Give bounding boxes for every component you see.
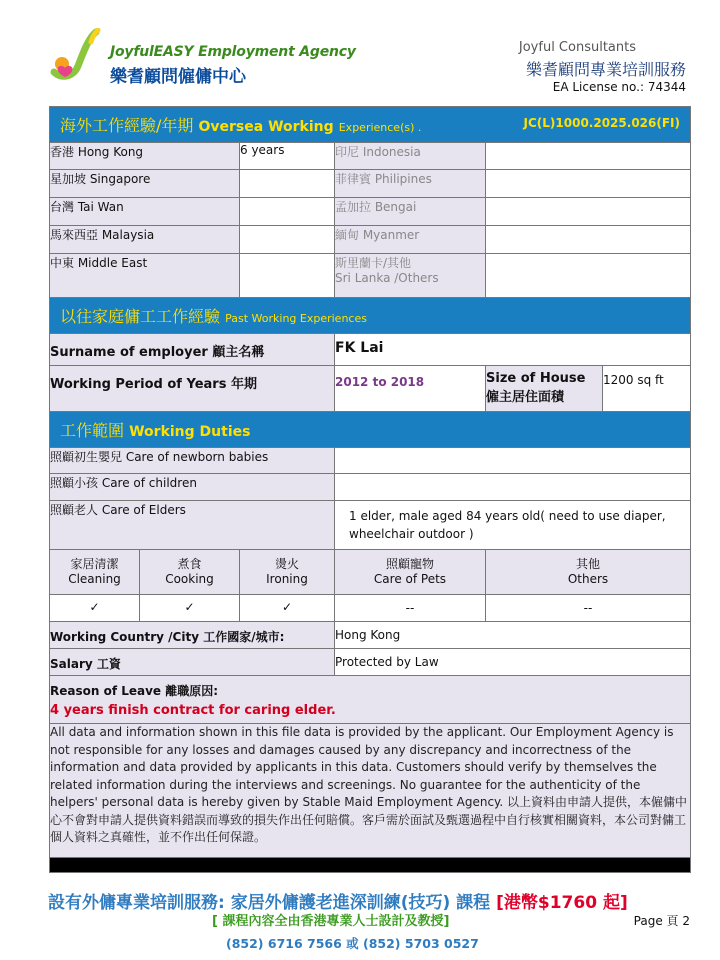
duties-section-header: [50, 412, 691, 448]
duty-cleaning-check-icon: ✓: [50, 595, 140, 622]
black-divider: [50, 858, 691, 873]
brand-name-zh: 樂耆顧問僱傭中心: [110, 67, 246, 87]
house-size-label-en: Size of House: [486, 371, 586, 386]
house-size-value: 1200 sq ft: [603, 366, 691, 412]
duty-elders-value: 1 elder, male aged 84 years old( need to use diaper, wheelchair outdoor ): [335, 501, 691, 550]
years-cell: [240, 170, 335, 198]
years-cell: [240, 254, 335, 298]
overseas-title-en: Oversea Working: [198, 119, 334, 135]
years-cell: [486, 170, 691, 198]
table-row: [50, 448, 691, 474]
country-cell: 孟加拉 Bengai: [335, 198, 486, 226]
table-row: [50, 474, 691, 501]
overseas-title-en-small: Experience(s) .: [338, 121, 422, 134]
consultants-name-en: Joyful Consultants: [518, 40, 636, 55]
reference-code: JC(L)1000.2025.026(FI): [523, 116, 680, 130]
period-value: 2012 to 2018: [335, 366, 486, 412]
disclaimer-text: All data and information shown in this file data is provided by the applicant. Our Employment Agency is not responsible for any losses and damages caused by any discrepancy and incorrectness of the information and data provided by applicants in this data. Customers should verify by themselves the related information during the interviews and screenings. No guarantee for the authenticity of the helpers' personal data is hereby given by Stable Maid Employment Agency. 以上資料由申請人提供，本僱傭中心不會對申請人提供資料錯誤而導致的損失作出任何賠償。客戶需於面試及甄選過程中自行核實相關資料，本公司對傭工個人資料之真確性，並不作出任何保證。: [50, 724, 691, 858]
bottom-bar: [50, 858, 691, 873]
table-row: [50, 334, 691, 366]
duty-newborn-value: [335, 448, 691, 474]
duty-ironing-header: [240, 550, 335, 595]
country-line2: Sri Lanka /Others: [335, 271, 439, 285]
contact-phones: (852) 6716 7566 或 (852) 5703 0527: [226, 936, 479, 951]
country-cell: 菲律賓 Philipines: [335, 170, 486, 198]
years-cell: [486, 254, 691, 298]
duty-ironing-check-icon: ✓: [240, 595, 335, 622]
past-title-en: Past Working Experiences: [225, 312, 367, 325]
table-row: [50, 143, 691, 170]
table-row: [50, 622, 691, 649]
duty-cooking-check-icon: ✓: [140, 595, 240, 622]
years-cell: [486, 226, 691, 254]
country-cell: 印尼 Indonesia: [335, 143, 486, 170]
page-number: Page 頁 2: [633, 914, 690, 928]
duty-pets-en: Care of Pets: [373, 572, 447, 586]
duty-newborn-label: 照顧初生嬰兒 Care of newborn babies: [50, 448, 335, 474]
duty-cooking-header: [140, 550, 240, 595]
duty-cooking-en: Cooking: [165, 572, 214, 586]
duty-ironing-zh: 燙火: [274, 557, 299, 571]
agency-logo-icon: [48, 28, 106, 84]
duty-pets-mark: --: [335, 595, 486, 622]
duty-cooking-zh: 煮食: [177, 557, 202, 571]
period-label: Working Period of Years 年期: [50, 366, 335, 412]
years-cell: [240, 226, 335, 254]
leave-reason-value: 4 years finish contract for caring elder.: [50, 703, 336, 718]
duty-ironing-en: Ironing: [266, 572, 308, 586]
table-row: [50, 198, 691, 226]
training-promo-text: 設有外傭專業培訓服務: 家居外傭護老進深訓練(技巧) 課程: [48, 893, 491, 913]
duty-cleaning-zh: 家居清潔: [70, 557, 119, 571]
table-row: [50, 676, 691, 724]
overseas-title-zh: 海外工作經驗/年期: [60, 116, 194, 135]
duty-others-zh: 其他: [575, 557, 600, 571]
table-row: [50, 170, 691, 198]
duty-marks-row: [50, 595, 691, 622]
house-size-label-zh: 僱主居住面積: [486, 390, 565, 405]
table-row: [50, 724, 691, 858]
working-country-label: Working Country /City 工作國家/城市:: [50, 622, 335, 649]
working-country-value: Hong Kong: [335, 622, 691, 649]
table-row: [50, 254, 691, 298]
surname-label: Surname of employer 顧主名稱: [50, 334, 335, 366]
country-cell: 馬來西亞 Malaysia: [50, 226, 240, 254]
brand-name-en: JoyfulEASY Employment Agency: [110, 44, 356, 60]
overseas-section-header: [50, 107, 691, 143]
training-promo-price: [港幣$1760 起]: [496, 893, 628, 913]
years-cell: [486, 198, 691, 226]
country-cell: 中東 Middle East: [50, 254, 240, 298]
years-cell: [240, 198, 335, 226]
duty-elders-label: 照顧老人 Care of Elders: [50, 501, 335, 550]
surname-value: FK Lai: [335, 334, 691, 366]
duty-others-header: [486, 550, 691, 595]
country-cell: 緬甸 Myanmer: [335, 226, 486, 254]
salary-label: Salary 工資: [50, 649, 335, 676]
leave-reason-cell: [50, 676, 691, 724]
consultants-name-zh: 樂耆顧問專業培訓服務: [525, 60, 686, 79]
helper-profile-table: [49, 106, 691, 873]
duty-others-en: Others: [567, 572, 609, 586]
table-row: [50, 649, 691, 676]
table-row: [50, 226, 691, 254]
leave-reason-label: Reason of Leave 離職原因:: [50, 684, 219, 698]
duty-cleaning-en: Cleaning: [68, 572, 121, 586]
country-cell: 香港 Hong Kong: [50, 143, 240, 170]
duty-others-mark: --: [486, 595, 691, 622]
duty-pets-header: [335, 550, 486, 595]
house-size-label: [486, 366, 603, 412]
country-cell: 星加坡 Singapore: [50, 170, 240, 198]
duty-children-value: [335, 474, 691, 501]
salary-value: Protected by Law: [335, 649, 691, 676]
past-section-header: [50, 298, 691, 334]
past-title-zh: 以往家庭傭工工作經驗: [60, 307, 221, 326]
duty-cleaning-header: [50, 550, 140, 595]
duty-columns-header: [50, 550, 691, 595]
years-cell: 6 years: [240, 143, 335, 170]
duties-title-en: Working Duties: [129, 424, 251, 440]
license-number: EA License no.: 74344: [552, 80, 686, 94]
table-row: [50, 501, 691, 550]
duty-children-label: 照顧小孩 Care of children: [50, 474, 335, 501]
years-cell: [486, 143, 691, 170]
table-row: [50, 366, 691, 412]
duty-pets-zh: 照顧寵物: [385, 557, 434, 571]
country-line1: 斯里蘭卡/其他: [335, 256, 412, 270]
country-cell: [335, 254, 486, 298]
duties-title-zh: 工作範圍: [60, 421, 125, 440]
country-cell: 台灣 Tai Wan: [50, 198, 240, 226]
training-note: [ 課程內容全由香港專業人士設計及教授]: [212, 914, 450, 929]
